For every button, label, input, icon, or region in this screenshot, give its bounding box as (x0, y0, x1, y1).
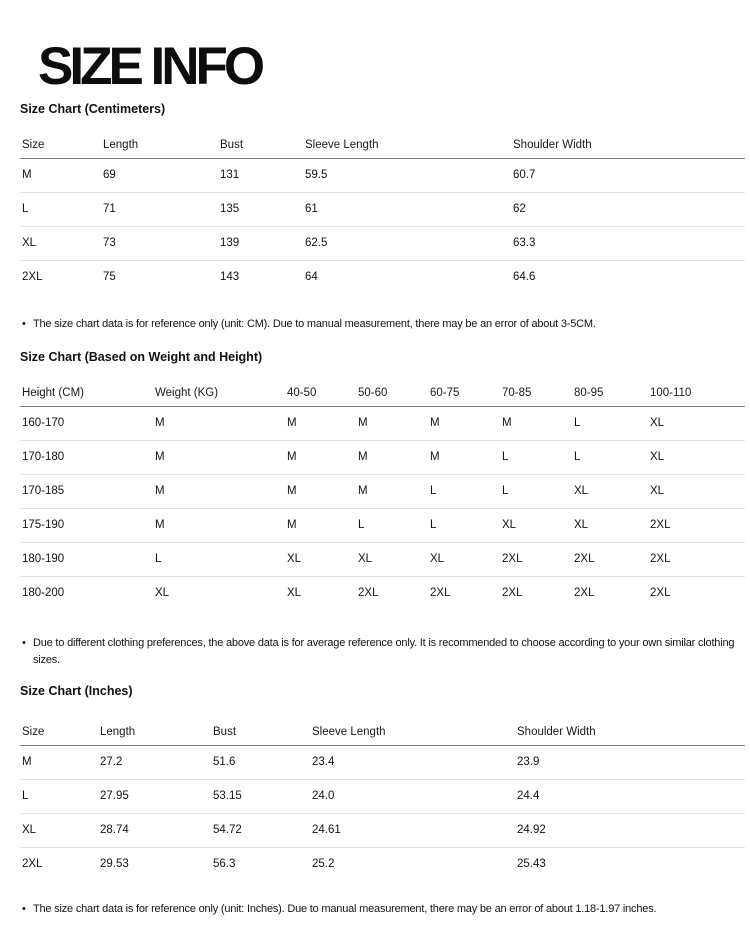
bullet-icon: • (22, 903, 26, 916)
table-cell: 2XL (574, 587, 595, 600)
header-row (20, 720, 745, 745)
table-cell: 24.0 (312, 790, 335, 803)
table-cell: XL (650, 485, 665, 498)
table-cell: M (155, 417, 165, 430)
table-cell: 28.74 (100, 824, 129, 837)
table-cell: M (155, 485, 165, 498)
column-header: 60-75 (430, 387, 460, 400)
table-cell: 175-190 (22, 519, 65, 532)
table-cell: 23.4 (312, 756, 335, 769)
table-row (20, 440, 745, 474)
table-row (20, 226, 745, 260)
table-row (20, 847, 745, 881)
page-title: SIZE INFO (38, 37, 262, 96)
section-heading-inches: Size Chart (Inches) (20, 684, 133, 699)
size-chart-weight-height-section (20, 350, 745, 669)
column-header: Weight (KG) (155, 387, 219, 400)
table-row (20, 813, 745, 847)
column-header: Size (22, 139, 45, 152)
column-header: Bust (213, 726, 237, 739)
table-cell: L (358, 519, 365, 532)
column-header: 50-60 (358, 387, 388, 400)
table-cell: 61 (305, 203, 318, 215)
table-cell: 2XL (22, 271, 43, 284)
table-row (20, 406, 745, 440)
column-header: Length (103, 139, 139, 152)
column-header: Bust (220, 139, 244, 152)
table-cell: M (287, 485, 297, 498)
table-cell: 62.5 (305, 237, 328, 249)
table-cell: L (22, 203, 29, 215)
table-cell: XL (574, 519, 589, 532)
table-cell: M (22, 756, 32, 769)
table-cell: XL (574, 485, 589, 498)
size-chart-inches-table (20, 720, 745, 881)
note-inches (20, 901, 745, 918)
table-cell: M (22, 169, 32, 181)
table-cell: L (155, 553, 162, 566)
header-row (20, 381, 745, 406)
table-cell: 139 (220, 237, 240, 249)
table-cell: XL (22, 824, 37, 837)
table-cell: 23.9 (517, 756, 540, 769)
table-cell: 73 (103, 237, 116, 249)
column-header: 70-85 (502, 387, 532, 400)
table-cell: M (358, 451, 368, 464)
note-cm (20, 316, 745, 333)
table-cell: 59.5 (305, 169, 328, 181)
column-header: 100-110 (650, 387, 692, 400)
table-cell: L (22, 790, 29, 803)
table-cell: 2XL (430, 587, 451, 600)
table-cell: M (502, 417, 512, 430)
bullet-icon: • (22, 637, 26, 650)
note-text: The size chart data is for reference only (unit: Inches). Due to manual measurement, there may be an error of about 1.18-1.97 inches. (33, 903, 657, 916)
table-cell: 25.2 (312, 858, 335, 871)
table-row (20, 474, 745, 508)
table-cell: 27.95 (100, 790, 129, 803)
table-cell: L (574, 451, 581, 464)
table-row (20, 745, 745, 779)
section-heading-cm: Size Chart (Centimeters) (20, 102, 166, 116)
bullet-icon: • (22, 318, 26, 330)
table-row (20, 508, 745, 542)
table-cell: 180-190 (22, 553, 65, 566)
table-cell: XL (358, 553, 373, 566)
size-chart-cm-section (20, 102, 745, 333)
header-row (20, 133, 745, 158)
table-cell: 170-185 (22, 485, 65, 498)
table-cell: 2XL (650, 553, 671, 566)
size-chart-cm-table (20, 133, 745, 294)
size-chart-weight-height-table (20, 381, 745, 610)
table-cell: L (574, 417, 581, 430)
table-cell: L (502, 451, 509, 464)
column-header: Sleeve Length (305, 139, 379, 152)
table-cell: M (358, 417, 368, 430)
table-cell: 135 (220, 203, 240, 215)
table-cell: 143 (220, 271, 240, 284)
table-cell: XL (22, 237, 37, 249)
table-cell: 53.15 (213, 790, 242, 803)
table-cell: 62 (513, 203, 526, 215)
table-cell: M (287, 417, 297, 430)
table-cell: M (287, 519, 297, 532)
table-cell: M (155, 519, 165, 532)
table-cell: M (430, 451, 440, 464)
table-row (20, 779, 745, 813)
column-header: Shoulder Width (513, 139, 592, 152)
table-cell: 24.61 (312, 824, 341, 837)
table-cell: M (430, 417, 440, 430)
table-row (20, 260, 745, 294)
table-cell: 2XL (22, 858, 43, 871)
table-cell: 24.4 (517, 790, 540, 803)
column-header: Size (22, 726, 45, 739)
column-header: Height (CM) (22, 387, 84, 400)
table-cell: 63.3 (513, 237, 536, 249)
table-cell: XL (650, 417, 665, 430)
table-cell: 2XL (574, 553, 595, 566)
table-cell: 51.6 (213, 756, 236, 769)
table-cell: XL (287, 587, 302, 600)
table-cell: M (358, 485, 368, 498)
column-header: Length (100, 726, 136, 739)
table-cell: 160-170 (22, 417, 65, 430)
table-cell: 64 (305, 271, 318, 284)
table-cell: L (502, 485, 509, 498)
table-cell: 29.53 (100, 858, 129, 871)
table-cell: 2XL (650, 519, 671, 532)
note-text: Due to different clothing preferences, the above data is for average reference only. It is recommended to choose according to your own similar clothing sizes. (33, 637, 735, 667)
table-cell: 69 (103, 169, 116, 181)
table-cell: 2XL (358, 587, 379, 600)
column-header: Sleeve Length (312, 726, 386, 739)
table-cell: XL (502, 519, 517, 532)
table-cell: M (287, 451, 297, 464)
table-cell: 180-200 (22, 587, 65, 600)
column-header: 40-50 (287, 387, 317, 400)
note-weight-height (20, 635, 745, 669)
size-chart-inches-section (20, 684, 745, 918)
table-cell: 2XL (502, 587, 523, 600)
table-cell: 75 (103, 271, 116, 284)
column-header: Shoulder Width (517, 726, 596, 739)
note-text: The size chart data is for reference only (unit: CM). Due to manual measurement, there may be an error of about 3-5CM. (33, 318, 596, 330)
table-cell: 71 (103, 203, 116, 215)
table-cell: 54.72 (213, 824, 242, 837)
table-cell: 24.92 (517, 824, 546, 837)
table-row (20, 158, 745, 192)
table-cell: 2XL (502, 553, 523, 566)
column-header: 80-95 (574, 387, 604, 400)
table-cell: XL (155, 587, 170, 600)
table-cell: 64.6 (513, 271, 536, 284)
table-cell: 56.3 (213, 858, 236, 871)
table-cell: 131 (220, 169, 240, 181)
table-row (20, 576, 745, 610)
size-info-page (0, 37, 750, 942)
table-cell: 2XL (650, 587, 671, 600)
table-cell: XL (287, 553, 302, 566)
table-cell: 27.2 (100, 756, 123, 769)
table-cell: XL (430, 553, 445, 566)
table-cell: 60.7 (513, 169, 536, 181)
table-cell: 170-180 (22, 451, 65, 464)
table-cell: 25.43 (517, 858, 546, 871)
table-cell: M (155, 451, 165, 464)
section-heading-weight-height: Size Chart (Based on Weight and Height) (20, 350, 263, 365)
table-cell: L (430, 519, 437, 532)
table-row (20, 542, 745, 576)
table-cell: L (430, 485, 437, 498)
table-row (20, 192, 745, 226)
table-cell: XL (650, 451, 665, 464)
